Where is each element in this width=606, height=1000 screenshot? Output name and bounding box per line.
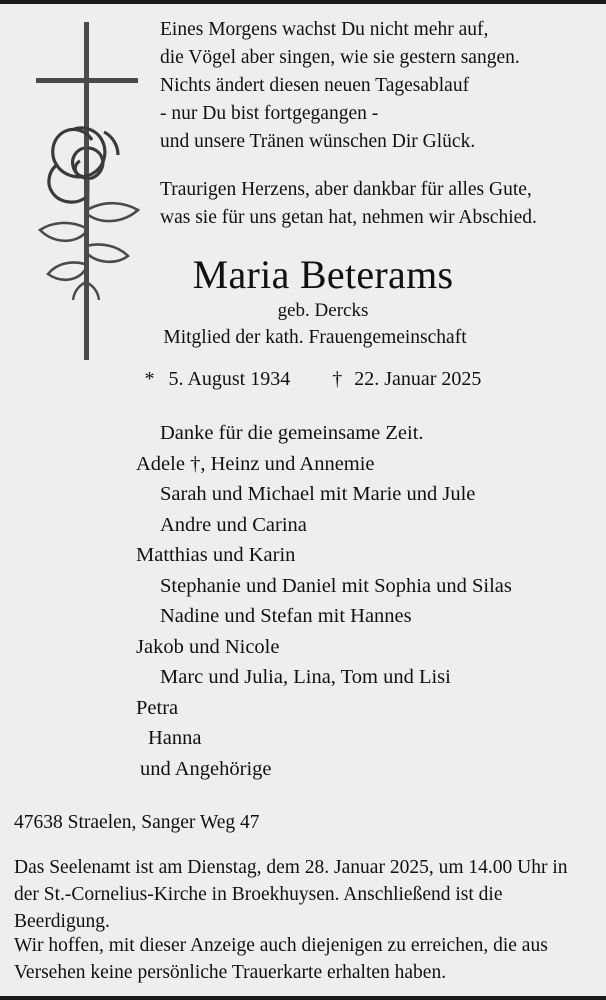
family-line: Petra <box>136 696 179 719</box>
address-line: 47638 Straelen, Sanger Weg 47 <box>14 812 260 833</box>
poem-line: und unsere Tränen wünschen Dir Glück. <box>160 131 476 152</box>
poem-line: Eines Morgens wachst Du nicht mehr auf, <box>160 19 489 40</box>
poem-line: - nur Du bist fortgegangen - <box>160 103 379 124</box>
closing-notice: Wir hoffen, mit dieser Anzeige auch diejenigen zu erreichen, die aus Versehen keine persönliche Trauerkarte erhalten haben. <box>14 935 548 983</box>
gratitude-line: Danke für die gemeinsame Zeit. <box>160 422 424 444</box>
birth-date: 5. August 1934 <box>168 368 291 390</box>
family-line: Sarah und Michael mit Marie und Jule <box>160 483 476 505</box>
life-dates <box>0 368 606 391</box>
thanks-line: Traurigen Herzens, aber dankbar für alles Gute, <box>160 179 532 200</box>
thanks-line: was sie für uns getan hat, nehmen wir Abschied. <box>160 207 537 228</box>
family-line: Marc und Julia, Lina, Tom und Lisi <box>160 666 451 688</box>
service-info: Das Seelenamt ist am Dienstag, dem 28. Januar 2025, um 14.00 Uhr in der St.-Cornelius-Kirche in Broekhuysen. Anschließend ist die Beerdigung. <box>14 857 568 932</box>
family-line: Matthias und Karin <box>136 544 296 566</box>
family-line: Jakob und Nicole <box>136 635 280 658</box>
family-line: Adele †, Heinz und Annemie <box>136 452 375 475</box>
death-symbol: † <box>332 368 343 390</box>
poem-line: die Vögel aber singen, wie sie gestern sangen. <box>160 47 520 68</box>
family-line: Hanna <box>148 727 202 749</box>
name-block <box>0 252 606 351</box>
membership-line: Mitglied der kath. Frauengemeinschaft <box>163 327 467 348</box>
family-line: Andre und Carina <box>160 513 307 536</box>
thanks-text <box>160 176 600 232</box>
family-line: Stephanie und Daniel mit Sophia und Silas <box>160 574 512 597</box>
poem-text <box>160 16 600 156</box>
family-line: Nadine und Stefan mit Hannes <box>160 605 412 627</box>
deceased-name: Maria Beterams <box>192 252 454 297</box>
birth-symbol: * <box>144 368 155 390</box>
poem-line: Nichts ändert diesen neuen Tagesablauf <box>160 75 470 96</box>
family-line: und Angehörige <box>140 757 272 780</box>
maiden-name: geb. Dercks <box>277 300 369 321</box>
death-date: 22. Januar 2025 <box>354 368 482 390</box>
family-block <box>0 418 606 784</box>
